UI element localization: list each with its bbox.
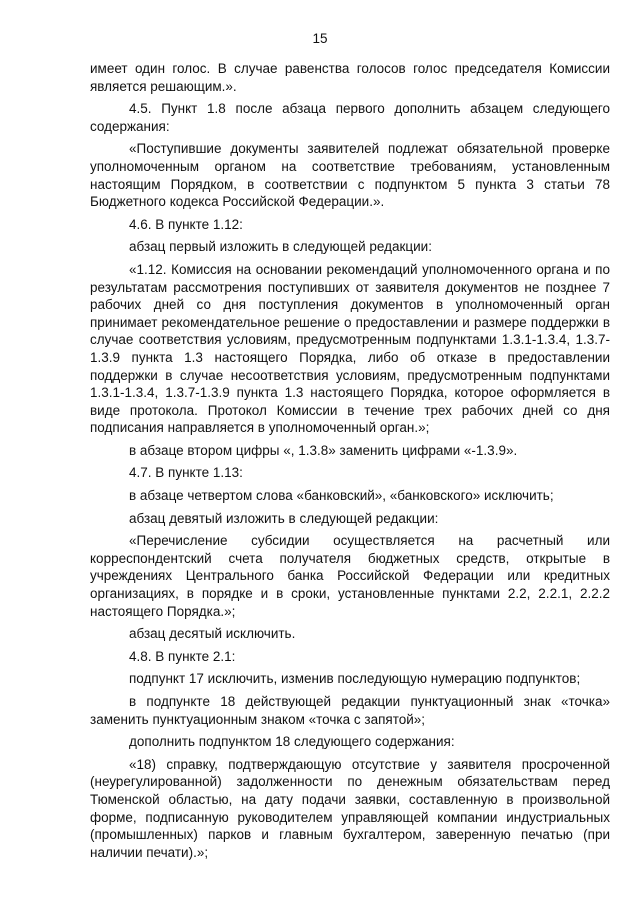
page-number: 15: [312, 31, 328, 46]
paragraph-ninth-abzac: абзац девятый изложить в следующей редакции:: [129, 510, 439, 526]
paragraph-second-abzac: в абзаце втором цифры «, 1.3.8» заменить цифрами «-1.3.9».: [129, 442, 518, 458]
paragraph-tenth-abzac: абзац десятый исключить.: [129, 626, 296, 642]
paragraph-fourth-abzac: в абзаце четвертом слова «банковский», «банковского» исключить;: [129, 488, 554, 504]
paragraph-quote-subsidy-transfer: «Перечисление субсидии осуществляется на расчетный или корреспондентский счета получателя бюджетных средств, открытые в учреждениях Центрального банка Российской Федерации или кредитных организациях, в порядке и в сроки, установленные пунктами 2.2, 2.2.1, 2.2.2 настоящего Порядка.»;: [90, 533, 610, 619]
paragraph-subitem-18-punctuation: в подпункте 18 действующей редакции пунктуационный знак «точка» заменить пунктуационным знаком «точка с запятой»;: [90, 694, 610, 727]
paragraph-4-6: 4.6. В пункте 1.12:: [129, 216, 243, 232]
paragraph-add-subitem-18: дополнить подпунктом 18 следующего содержания:: [129, 734, 455, 750]
paragraph-quote-documents-check: «Поступившие документы заявителей подлежат обязательной проверке уполномоченным органом на соответствие требованиям, установленным настоящим Порядком, в соответствии с подпунктом 5 пункта 3 статьи 78 Бюджетного кодекса Российской Федерации.».: [90, 141, 610, 210]
paragraph-4-8: 4.8. В пункте 2.1:: [129, 648, 236, 664]
paragraph-quote-1-12: «1.12. Комиссия на основании рекомендаций уполномоченного органа и по результатам рассмотрения поступивших от заявителя документов не позднее 7 рабочих дней со дня поступления документов в уполномоченный орган принимает рекомендательное решение о предоставлении и размере поддержки в случае соответствия условиям, предусмотренным подпунктами 1.3.1-1.3.4, 1.3.7-1.3.9 пункта 1.3 настоящего Порядка, либо об отказе в предоставлении поддержки в случае несоответствия условиям, предусмотренным подпунктами 1.3.1-1.3.4, 1.3.7-1.3.9 пункта 1.3 настоящего Порядка, которое оформляется в виде протокола. Протокол Комиссии в течение трех рабочих дней со дня подписания направляется в уполномоченный орган.»;: [90, 261, 610, 436]
paragraph-continuation: имеет один голос. В случае равенства голосов голос председателя Комиссии является решающим.».: [90, 61, 610, 94]
paragraph-quote-subitem-18: «18) справку, подтверждающую отсутствие у заявителя просроченной (неурегулированной) задолженности по денежным обязательствам перед Тюменской областью, на дату подачи заявки, составленную в произвольной форме, подписанную руководителем управляющей компании индустриальных (промышленных) парков и главным бухгалтером, заверенную печатью (при наличии печати).»;: [90, 756, 610, 860]
paragraph-4-7: 4.7. В пункте 1.13:: [129, 465, 243, 481]
paragraph-4-5: 4.5. Пункт 1.8 после абзаца первого дополнить абзацем следующего содержания:: [90, 101, 610, 134]
document-body: [90, 60, 610, 866]
paragraph-subitem-17: подпункт 17 исключить, изменив последующую нумерацию подпунктов;: [129, 671, 581, 687]
paragraph-first-abzac: абзац первый изложить в следующей редакции:: [129, 239, 432, 255]
